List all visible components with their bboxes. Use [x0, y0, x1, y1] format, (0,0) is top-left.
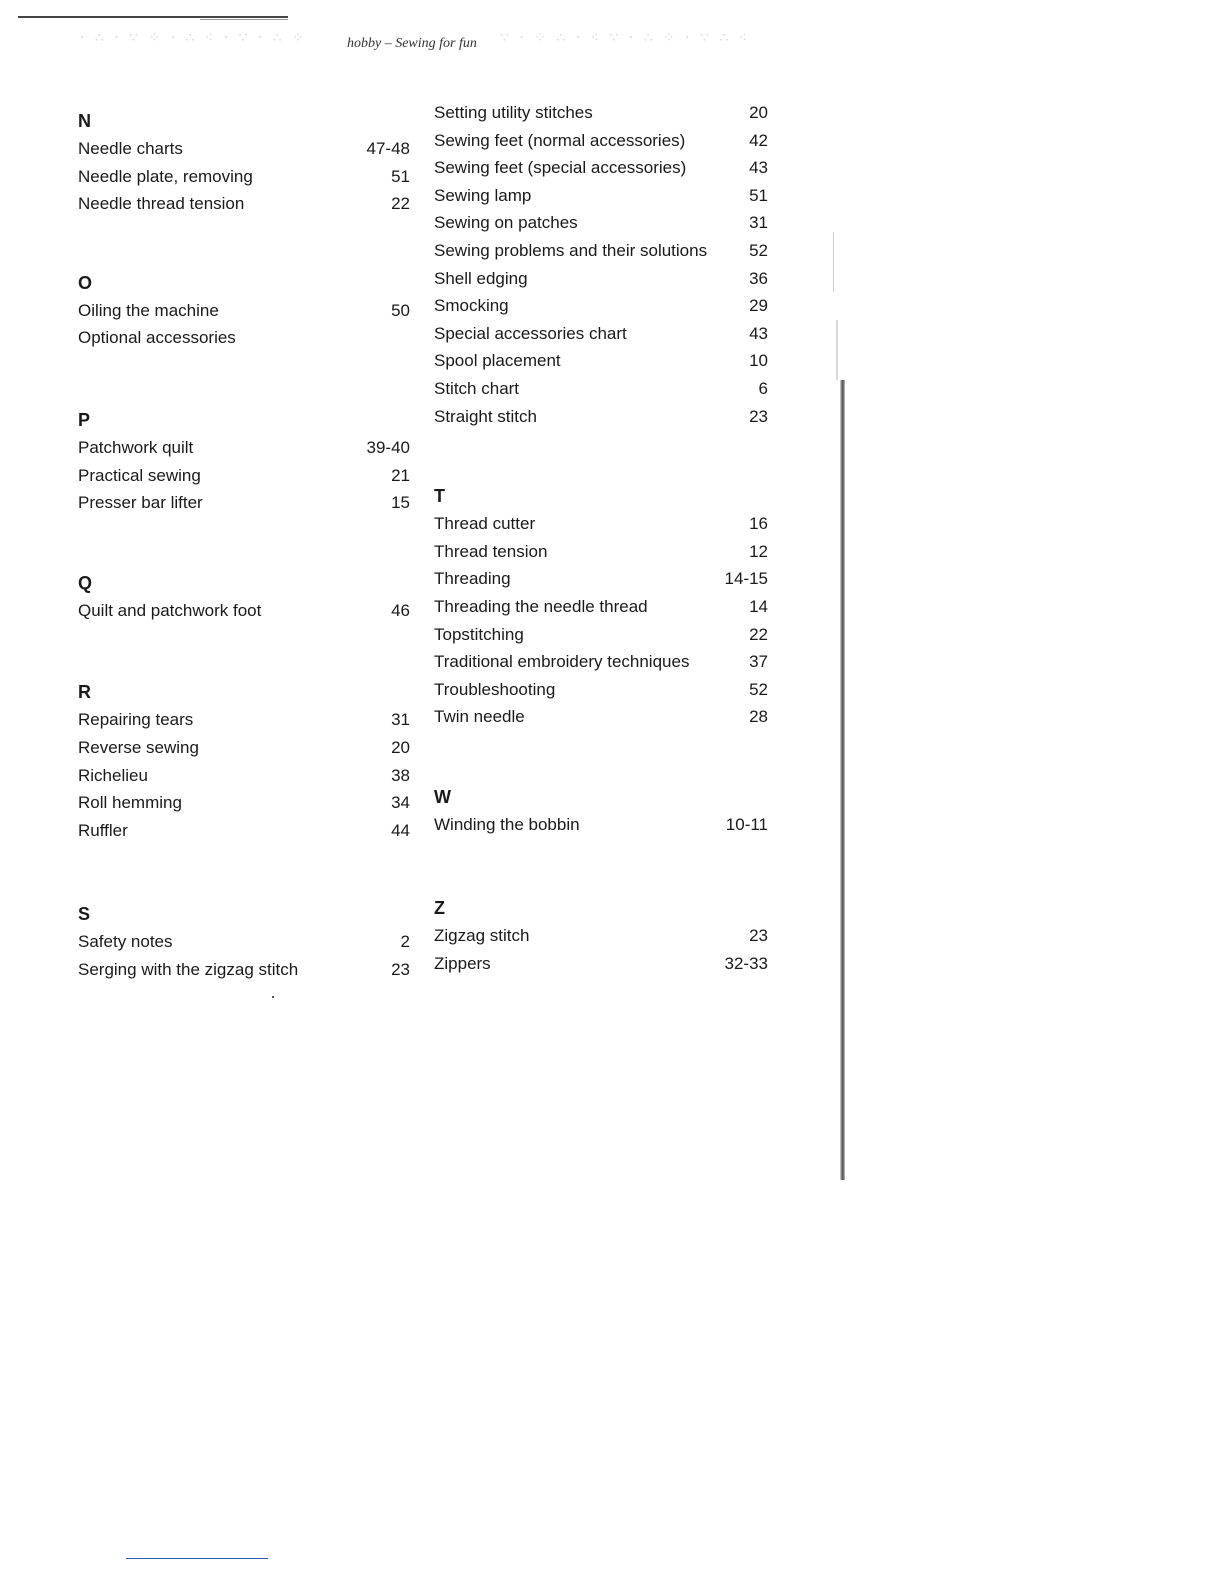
- entry-term: Setting utility stitches: [434, 103, 593, 122]
- index-section-w: [434, 783, 768, 839]
- entry-page: 31: [391, 710, 410, 730]
- entry-page: 29: [749, 296, 768, 316]
- entry-page: 37: [749, 652, 768, 672]
- index-section-s: [78, 900, 410, 983]
- index-entry: [434, 320, 768, 348]
- index-entry: [78, 762, 410, 790]
- entry-term: Topstitching: [434, 624, 524, 644]
- index-entry: [434, 347, 768, 375]
- section-letter: Z: [434, 898, 445, 919]
- index-section-p: [78, 406, 410, 517]
- entry-page: 34: [391, 793, 410, 813]
- index-entry: [78, 928, 410, 956]
- entry-term: Zippers: [434, 954, 491, 974]
- entry-term: Twin needle: [434, 707, 525, 727]
- entry-page: 51: [749, 185, 768, 205]
- entry-term: Patchwork quilt: [78, 437, 194, 457]
- entry-page: 51: [391, 166, 410, 186]
- index-entry: [434, 237, 768, 265]
- index-entry: [434, 99, 768, 127]
- index-entry: [78, 434, 410, 462]
- index-entry: [78, 706, 410, 734]
- scan-edge-faint: [833, 232, 834, 292]
- entry-term: Presser bar lifter: [78, 493, 203, 513]
- scan-noise-right: ∵ · ⁘ ∴ · ⁖ ∵ · ∴ ⁘ · ∵ ∴ ⁖: [500, 30, 750, 46]
- entry-term: Reverse sewing: [78, 737, 199, 757]
- entry-term: Quilt and patchwork foot: [78, 600, 262, 620]
- entry-page: 6: [758, 378, 768, 398]
- index-entry: [78, 489, 410, 517]
- index-entry: [434, 182, 768, 210]
- index-entry: [434, 292, 768, 320]
- entry-term: Thread cutter: [434, 514, 536, 534]
- entry-term: Thread tension: [434, 541, 548, 561]
- index-section-t: [434, 482, 768, 731]
- entry-term: Shell edging: [434, 268, 528, 288]
- entry-term: Sewing on patches: [434, 213, 578, 233]
- entry-term: Zigzag stitch: [434, 926, 530, 946]
- index-entry: [434, 593, 768, 621]
- entry-page: 15: [391, 493, 410, 513]
- entry-page: 22: [391, 194, 410, 214]
- entry-term: Threading the needle thread: [434, 596, 648, 616]
- entry-term: Optional accessories: [78, 328, 236, 348]
- entry-term: Serging with the zigzag stitch: [78, 959, 299, 979]
- index-entry: [434, 403, 768, 431]
- top-rule: [18, 16, 288, 18]
- entry-page: 28: [749, 707, 768, 727]
- index-entry: [78, 163, 410, 191]
- index-entry: [78, 817, 410, 845]
- index-section-s-continued: [434, 99, 768, 430]
- section-letter: S: [78, 904, 91, 925]
- entry-term: Roll hemming: [78, 793, 182, 813]
- entry-page: 10: [749, 351, 768, 371]
- entry-page: 50: [391, 300, 410, 320]
- index-entry: [434, 510, 768, 538]
- index-entry: [78, 956, 410, 984]
- index-entry: [434, 375, 768, 403]
- entry-term: Sewing feet (special accessories): [434, 158, 687, 178]
- section-letter: R: [78, 682, 91, 703]
- entry-page: 20: [749, 103, 768, 122]
- entry-page: 2: [400, 932, 410, 952]
- index-entry: [434, 621, 768, 649]
- entry-page: 22: [749, 624, 768, 644]
- entry-term: Special accessories chart: [434, 323, 627, 343]
- entry-page: 43: [749, 158, 768, 178]
- entry-term: Stitch chart: [434, 378, 520, 398]
- entry-page: 39-40: [366, 437, 410, 457]
- index-entry: [78, 789, 410, 817]
- section-letter: O: [78, 272, 93, 293]
- index-entry: [78, 190, 410, 218]
- entry-term: Oiling the machine: [78, 300, 219, 320]
- index-section-r: [78, 678, 410, 844]
- index-entry: [434, 127, 768, 155]
- entry-term: Troubleshooting: [434, 679, 556, 699]
- top-rule-faint: [200, 19, 288, 20]
- entry-page: 21: [391, 465, 410, 485]
- entry-page: 43: [749, 323, 768, 343]
- index-column-right: [434, 99, 768, 978]
- index-entry: [434, 811, 768, 839]
- bottom-rule: [126, 1558, 268, 1559]
- index-entry: [434, 154, 768, 182]
- section-letter: Q: [78, 572, 93, 593]
- entry-page: 52: [749, 679, 768, 699]
- entry-term: Sewing problems and their solutions: [434, 240, 708, 260]
- entry-page: 47-48: [366, 139, 410, 158]
- entry-term: Needle charts: [78, 139, 183, 158]
- entry-page: 14: [749, 596, 768, 616]
- entry-page: 38: [391, 765, 410, 785]
- entry-page: 10-11: [725, 814, 768, 834]
- entry-page: 23: [391, 959, 410, 979]
- index-section-q: [78, 569, 410, 625]
- entry-page: 16: [749, 514, 768, 534]
- index-section-n: [78, 107, 410, 218]
- scan-edge-faint: [836, 320, 838, 380]
- entry-term: Sewing feet (normal accessories): [434, 130, 686, 150]
- entry-term: Repairing tears: [78, 710, 194, 730]
- entry-page: 52: [749, 240, 768, 260]
- entry-term: Threading: [434, 569, 511, 589]
- index-column-left: [78, 107, 410, 984]
- entry-term: Safety notes: [78, 932, 173, 952]
- index-section-o: [78, 269, 410, 352]
- section-letter: N: [78, 111, 91, 131]
- index-entry: [434, 209, 768, 237]
- entry-page: 46: [391, 600, 410, 620]
- entry-page: 42: [749, 130, 768, 150]
- entry-page: 12: [749, 541, 768, 561]
- running-header: hobby – Sewing for fun: [347, 36, 477, 51]
- index-entry: [78, 597, 410, 625]
- index-entry: [78, 135, 410, 163]
- entry-page: 32-33: [724, 954, 768, 974]
- entry-term: Practical sewing: [78, 465, 201, 485]
- entry-term: Straight stitch: [434, 406, 537, 426]
- index-entry: [78, 324, 410, 352]
- index-entry: [78, 462, 410, 490]
- scan-noise-left: · ∴ · ∵ ⁘ · ∴ ⁖ · ∵ · ∴ ⁘: [80, 30, 307, 46]
- entry-term: Ruffler: [78, 820, 128, 840]
- entry-page: 31: [749, 213, 768, 233]
- entry-page: 23: [749, 406, 768, 426]
- index-entry: [434, 648, 768, 676]
- section-letter: W: [434, 786, 451, 807]
- stray-dot: [272, 996, 274, 998]
- entry-term: Sewing lamp: [434, 185, 532, 205]
- index-entry: [78, 734, 410, 762]
- index-entry: [434, 265, 768, 293]
- entry-page: 14-15: [724, 569, 768, 589]
- index-entry: [434, 538, 768, 566]
- index-entry: [434, 703, 768, 731]
- entry-term: Spool placement: [434, 351, 561, 371]
- section-letter: P: [78, 409, 91, 430]
- entry-page: 36: [749, 268, 768, 288]
- scan-edge-shadow: [840, 380, 845, 1180]
- entry-term: Smocking: [434, 296, 509, 316]
- entry-term: Needle plate, removing: [78, 166, 253, 186]
- entry-page: 20: [391, 737, 410, 757]
- index-entry: [434, 565, 768, 593]
- index-entry: [78, 297, 410, 325]
- index-section-z: [434, 894, 768, 977]
- entry-term: Winding the bobbin: [434, 814, 580, 834]
- entry-term: Needle thread tension: [78, 194, 245, 214]
- entry-page: 23: [749, 926, 768, 946]
- index-entry: [434, 950, 768, 978]
- entry-term: Richelieu: [78, 765, 148, 785]
- entry-term: Traditional embroidery techniques: [434, 652, 690, 672]
- entry-page: 44: [391, 820, 410, 840]
- index-entry: [434, 922, 768, 950]
- index-entry: [434, 676, 768, 704]
- section-letter: T: [434, 486, 445, 507]
